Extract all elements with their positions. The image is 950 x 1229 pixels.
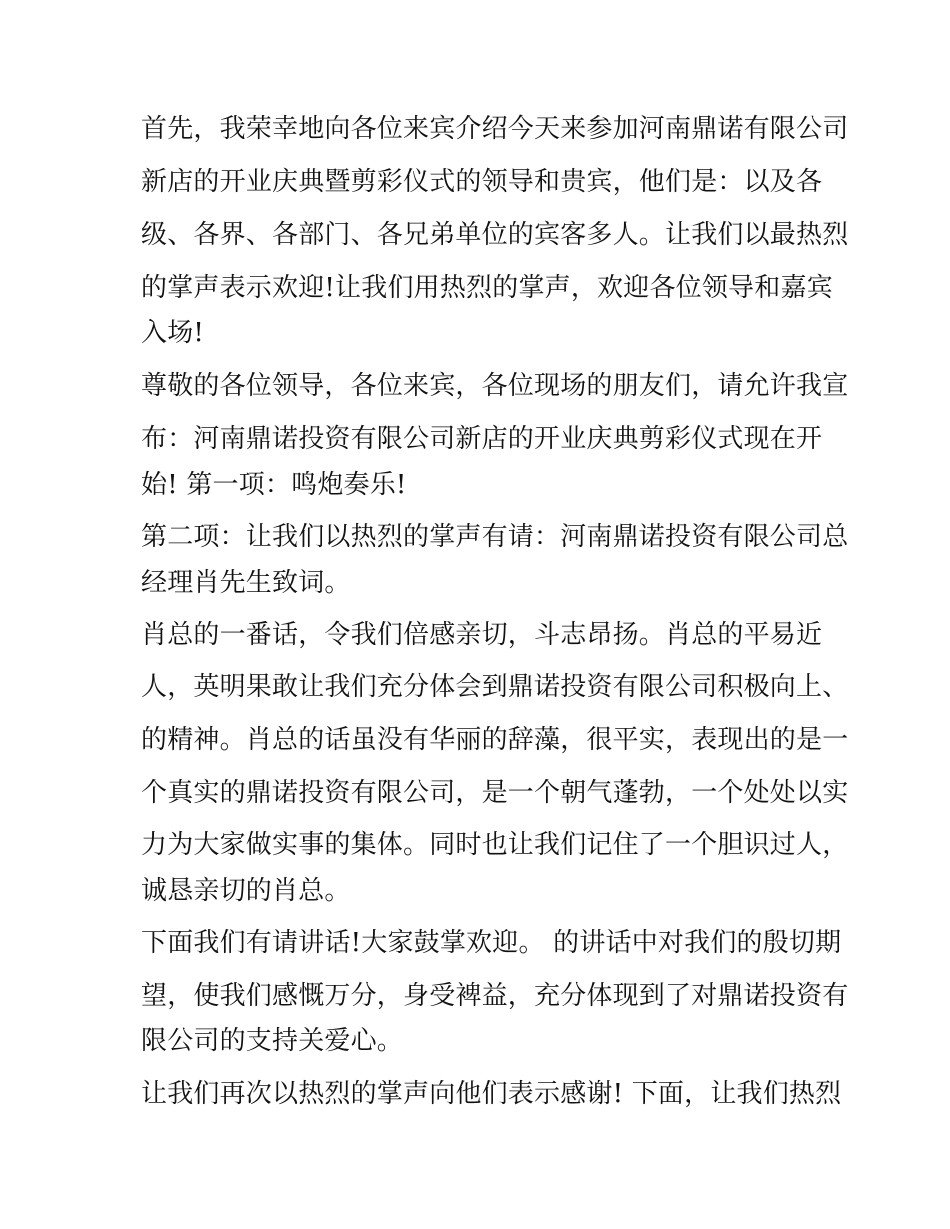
text-line: 首先，我荣幸地向各位来宾介绍今天来参加河南鼎诺有限公司 [141,114,849,144]
text-line: 人，英明果敢让我们充分体会到鼎诺投资有限公司积极向上、 [141,672,849,702]
text-line: 第二项：让我们以热烈的掌声有请：河南鼎诺投资有限公司总 [141,522,849,552]
text-line: 限公司的支持关爱心。 [141,1026,404,1056]
text-line: 级、各界、各部门、各兄弟单位的宾客多人。让我们以最热烈 [141,220,849,250]
text-line: 的精神。肖总的话虽没有华丽的辞藻，很平实，表现出的是一 [141,725,849,755]
text-line: 下面我们有请讲话!大家鼓掌欢迎。 的讲话中对我们的殷切期 [141,928,842,958]
text-line: 望，使我们感慨万分，身受裨益，充分体现到了对鼎诺投资有 [141,981,849,1011]
text-line: 的掌声表示欢迎!让我们用热烈的掌声，欢迎各位领导和嘉宾 [141,273,833,303]
text-line: 经理肖先生致词。 [141,568,351,598]
text-line: 诚恳亲切的肖总。 [141,876,351,906]
text-line: 尊敬的各位领导，各位来宾，各位现场的朋友们，请允许我宣 [141,371,849,401]
text-line: 力为大家做实事的集体。同时也让我们记住了一个胆识过人， [141,830,849,860]
text-line: 始! 第一项：鸣炮奏乐! [141,470,407,500]
text-line: 让我们再次以热烈的掌声向他们表示感谢! 下面，让我们热烈 [141,1079,842,1109]
text-line: 个真实的鼎诺投资有限公司，是一个朝气蓬勃，一个处处以实 [141,778,849,808]
text-line: 肖总的一番话，令我们倍感亲切，斗志昂扬。肖总的平易近 [141,620,823,650]
text-line: 新店的开业庆典暨剪彩仪式的领导和贵宾，他们是：以及各 [141,167,823,197]
text-line: 入场! [141,318,205,348]
text-line: 布：河南鼎诺投资有限公司新店的开业庆典剪彩仪式现在开 [141,424,823,454]
